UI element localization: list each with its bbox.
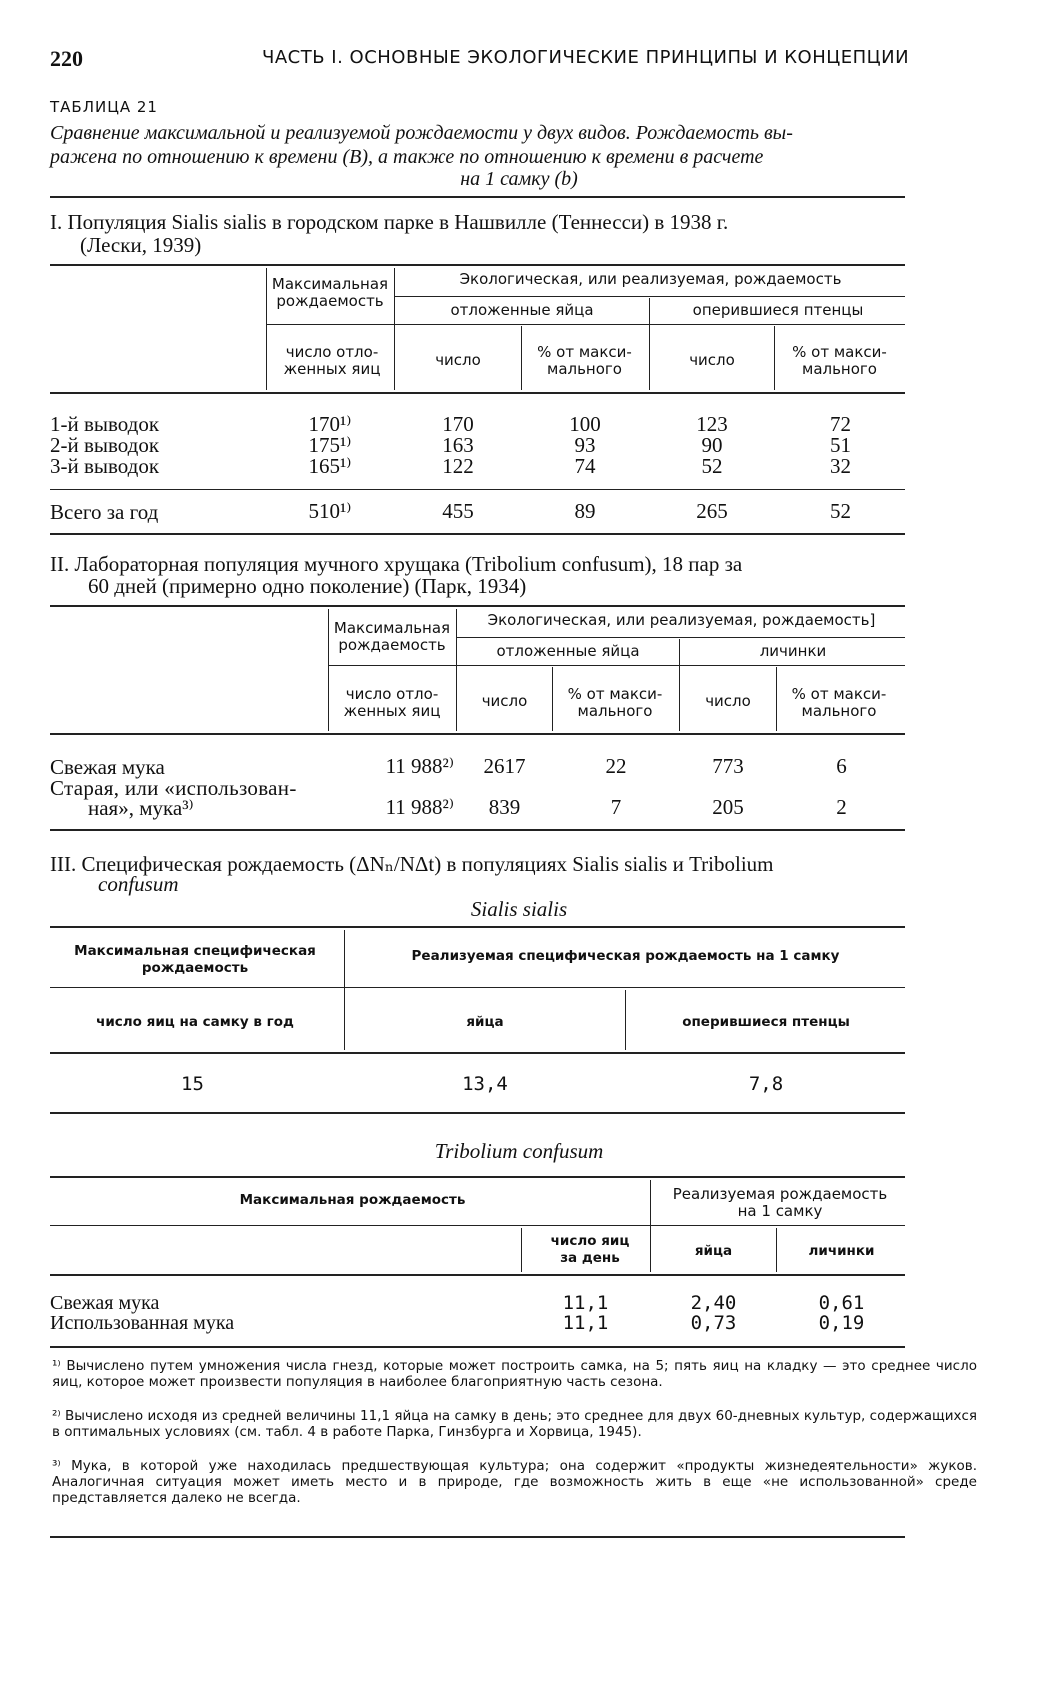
s1-r3-chicks: 52: [701, 454, 723, 478]
s1-head-max: Максимальная рождаемость: [271, 275, 389, 310]
s1-r1-chicks: 123: [696, 412, 728, 436]
section1-top-rule: [50, 264, 905, 266]
sialis-value-chicks: 7,8: [748, 1073, 784, 1095]
s2-r2-eggs: 839: [488, 795, 521, 819]
tribolium-r2-eggs: 0,73: [690, 1312, 737, 1334]
s1-head-count: число: [435, 351, 481, 369]
tribolium-r1-max: 11,1: [562, 1292, 609, 1314]
s1-head-pct: % от макси- мального: [537, 343, 632, 378]
s1-r3-chicks-pct: 32: [830, 454, 851, 478]
tribolium-vline-3: [776, 1228, 777, 1272]
sialis-value-eggs: 13,4: [462, 1073, 508, 1095]
total-row: Всего за год: [50, 500, 159, 524]
tribolium-bottom-rule: [50, 1346, 905, 1348]
s1-r1-chicks-pct: 72: [830, 412, 851, 436]
s2-r1-larvae: 773: [712, 754, 744, 778]
s1-r1-eggs: 170: [442, 412, 474, 436]
tribolium-head-max: Максимальная рождаемость: [239, 1192, 466, 1208]
s1-r2-chicks: 90: [701, 433, 723, 457]
s1-r1-eggs-pct: 100: [569, 412, 601, 436]
s1-head-chicks: оперившиеся птенцы: [692, 301, 864, 319]
s1-head-rule-1: [394, 296, 905, 297]
tribolium-head-rule: [50, 1225, 905, 1226]
table-row: Свежая мука: [50, 1292, 160, 1314]
s2-vline-2: [456, 609, 457, 731]
sialis-head-chicks: оперившиеся птенцы: [682, 1014, 850, 1030]
s1-total-chicks-pct: 52: [830, 499, 851, 523]
page-bottom-rule: [50, 1536, 905, 1538]
s2-r1-eggs: 2617: [483, 754, 526, 778]
table-row-continued: ная», мука³⁾: [88, 796, 194, 820]
s2-r2-larvae-pct: 2: [836, 795, 847, 819]
s1-head-bottom-rule: [50, 392, 905, 394]
s2-r1-larvae-pct: 6: [836, 754, 847, 778]
tribolium-head-eggs: яйца: [694, 1243, 733, 1259]
tribolium-head-bottom-rule: [50, 1274, 905, 1276]
sialis-head-eggs: яйца: [466, 1014, 504, 1030]
caption-rule: [50, 196, 905, 198]
table-row: 1-й выводок: [50, 412, 160, 436]
sialis-bottom-rule: [50, 1112, 905, 1114]
sialis-value-max: 15: [181, 1073, 204, 1095]
table-caption-line-2: ражена по отношению к времени (B), а также по отношению к времени в расчете: [50, 146, 764, 168]
footnote-3: ³⁾ Мука, в которой уже находилась предшествующая культура; она содержит «продукты жизнедеятельности» жуков. Аналогичная ситуация может иметь место и в природе, где возможность жить в еще «не использованной» среде представляется далеко не всегда.: [52, 1458, 977, 1506]
s2-r2-larvae: 205: [712, 795, 744, 819]
s2-head-larvae: личинки: [759, 642, 827, 660]
tribolium-r1-larvae: 0,61: [818, 1292, 865, 1314]
sialis-head-bottom-rule: [50, 1052, 905, 1054]
section2-title-line-2: 60 дней (примерно одно поколение) (Парк, 1934): [88, 574, 527, 598]
table-row: Свежая мука: [50, 755, 165, 779]
s1-bottom-rule: [50, 533, 905, 535]
s2-head-rule-2: [328, 665, 905, 666]
s1-vline-1: [266, 268, 267, 390]
table-row: Старая, или «использован-: [50, 776, 297, 800]
sialis-vline-1: [344, 930, 345, 1050]
s2-head-eco: Экологическая, или реализуемая, рождаемость]: [487, 611, 876, 629]
s2-vline-1: [328, 609, 329, 731]
s1-r3-max: 165¹⁾: [308, 454, 352, 478]
s1-r1-max: 170¹⁾: [308, 412, 352, 436]
s2-r1-eggs-pct: 22: [605, 754, 627, 778]
footnote-2: ²⁾ Вычислено исходя из средней величины 11,1 яйца на самку в день; это среднее для двух 60-дневных культур, содержащихся в оптимальных условиях (см. табл. 4 в работе Парка, Гинзбурга и Хорвица, 1945).: [52, 1408, 977, 1440]
section3-title-line-2: confusum: [98, 872, 179, 896]
s2-r2-max: 11 988²⁾: [385, 795, 454, 819]
s2-head-bottom-rule: [50, 733, 905, 735]
s1-r2-eggs-pct: 93: [574, 433, 596, 457]
sialis-subtitle: Sialis sialis: [470, 897, 568, 921]
s1-vline-5: [774, 326, 775, 390]
s1-r2-eggs: 163: [442, 433, 474, 457]
s1-vline-3: [521, 326, 522, 390]
table-row: Использованная мука: [50, 1312, 235, 1334]
s1-vline-2: [394, 268, 395, 390]
tribolium-head-real: Реализуемая рождаемость на 1 самку: [672, 1185, 888, 1220]
s1-head-eco: Экологическая, или реализуемая, рождаемость: [459, 270, 842, 288]
sialis-head-max-sub: число яиц на самку в год: [96, 1014, 294, 1030]
s2-r1-max: 11 988²⁾: [385, 754, 454, 778]
table-caption-line-1: Сравнение максимальной и реализуемой рождаемости у двух видов. Рождаемость вы-: [50, 122, 793, 144]
tribolium-subtitle: Tribolium confusum: [434, 1139, 604, 1163]
table-caption-line-3: на 1 самку (b): [460, 168, 578, 190]
s1-r3-eggs: 122: [442, 454, 474, 478]
tribolium-r2-larvae: 0,19: [818, 1312, 865, 1334]
s1-head-rule-2: [266, 324, 905, 325]
s1-r2-chicks-pct: 51: [830, 433, 851, 457]
s2-head-count: число: [481, 692, 528, 710]
sialis-head-real: Реализуемая специфическая рождаемость на 1 самку: [411, 948, 840, 964]
tribolium-top-rule: [50, 1176, 905, 1178]
page-number: 220: [50, 46, 83, 71]
s2-vline-5: [776, 667, 777, 731]
s1-total-max: 510¹⁾: [308, 499, 352, 523]
s1-total-eggs: 455: [442, 499, 474, 523]
s1-head-count2: число: [689, 351, 735, 369]
s1-head-max-sub: число отло- женных яиц: [283, 343, 381, 378]
running-title: ЧАСТЬ I. ОСНОВНЫЕ ЭКОЛОГИЧЕСКИЕ ПРИНЦИПЫ И КОНЦЕПЦИИ: [262, 47, 910, 68]
s1-vline-4: [649, 298, 650, 390]
s2-head-rule-1: [456, 637, 905, 638]
sialis-top-rule: [50, 926, 905, 928]
tribolium-r2-max: 11,1: [562, 1312, 609, 1334]
sialis-vline-2: [625, 990, 626, 1050]
footnote-1: ¹⁾ Вычислено путем умножения числа гнезд, которые может построить самка, на 5; пять яиц на кладку — это среднее число яиц, которое может произвести популяция в наиболее благоприятную часть сезона.: [52, 1358, 977, 1390]
s1-r2-max: 175¹⁾: [308, 433, 352, 457]
tribolium-vline-2: [521, 1228, 522, 1272]
tribolium-vline-1: [650, 1180, 651, 1272]
s1-total-chicks: 265: [696, 499, 728, 523]
s1-head-pct2: % от макси- мального: [792, 343, 887, 378]
s2-head-eggs: отложенные яйца: [496, 642, 640, 660]
s1-head-eggs: отложенные яйца: [450, 301, 594, 319]
tribolium-head-larvae: личинки: [808, 1243, 875, 1259]
s1-total-eggs-pct: 89: [574, 499, 596, 523]
table-row: 2-й выводок: [50, 433, 160, 457]
s2-vline-4: [679, 639, 680, 731]
s2-vline-3: [552, 667, 553, 731]
sialis-head-max: Максимальная специфическая рождаемость: [74, 943, 316, 976]
s2-head-pct2: % от макси- мального: [791, 685, 887, 720]
s1-total-rule: [50, 489, 905, 490]
s2-bottom-rule: [50, 829, 905, 831]
s2-head-max: Максимальная рождаемость: [333, 619, 451, 654]
tribolium-head-max-sub: число яиц за день: [550, 1233, 630, 1266]
s1-r3-eggs-pct: 74: [574, 454, 596, 478]
s2-head-pct: % от макси- мального: [567, 685, 663, 720]
section3-title-line-1: III. Специфическая рождаемость (ΔNₙ/NΔt) в популяциях Sialis sialis и Tribolium: [50, 852, 774, 876]
section1-title-line-1: I. Популяция Sialis sialis в городском парке в Нашвилле (Теннесси) в 1938 г.: [50, 210, 729, 234]
s2-top-rule: [50, 605, 905, 607]
s2-r2-eggs-pct: 7: [610, 795, 622, 819]
s2-head-count2: число: [705, 692, 751, 710]
s2-head-max-sub: число отло- женных яиц: [343, 685, 441, 720]
section1-title-line-2: (Лески, 1939): [80, 233, 202, 257]
sialis-head-rule: [50, 987, 905, 988]
tribolium-r1-eggs: 2,40: [690, 1292, 737, 1314]
table-row: 3-й выводок: [50, 454, 160, 478]
section2-title-line-1: II. Лабораторная популяция мучного хрущака (Tribolium confusum), 18 пар за: [50, 552, 743, 576]
table-label: ТАБЛИЦА 21: [50, 98, 158, 116]
